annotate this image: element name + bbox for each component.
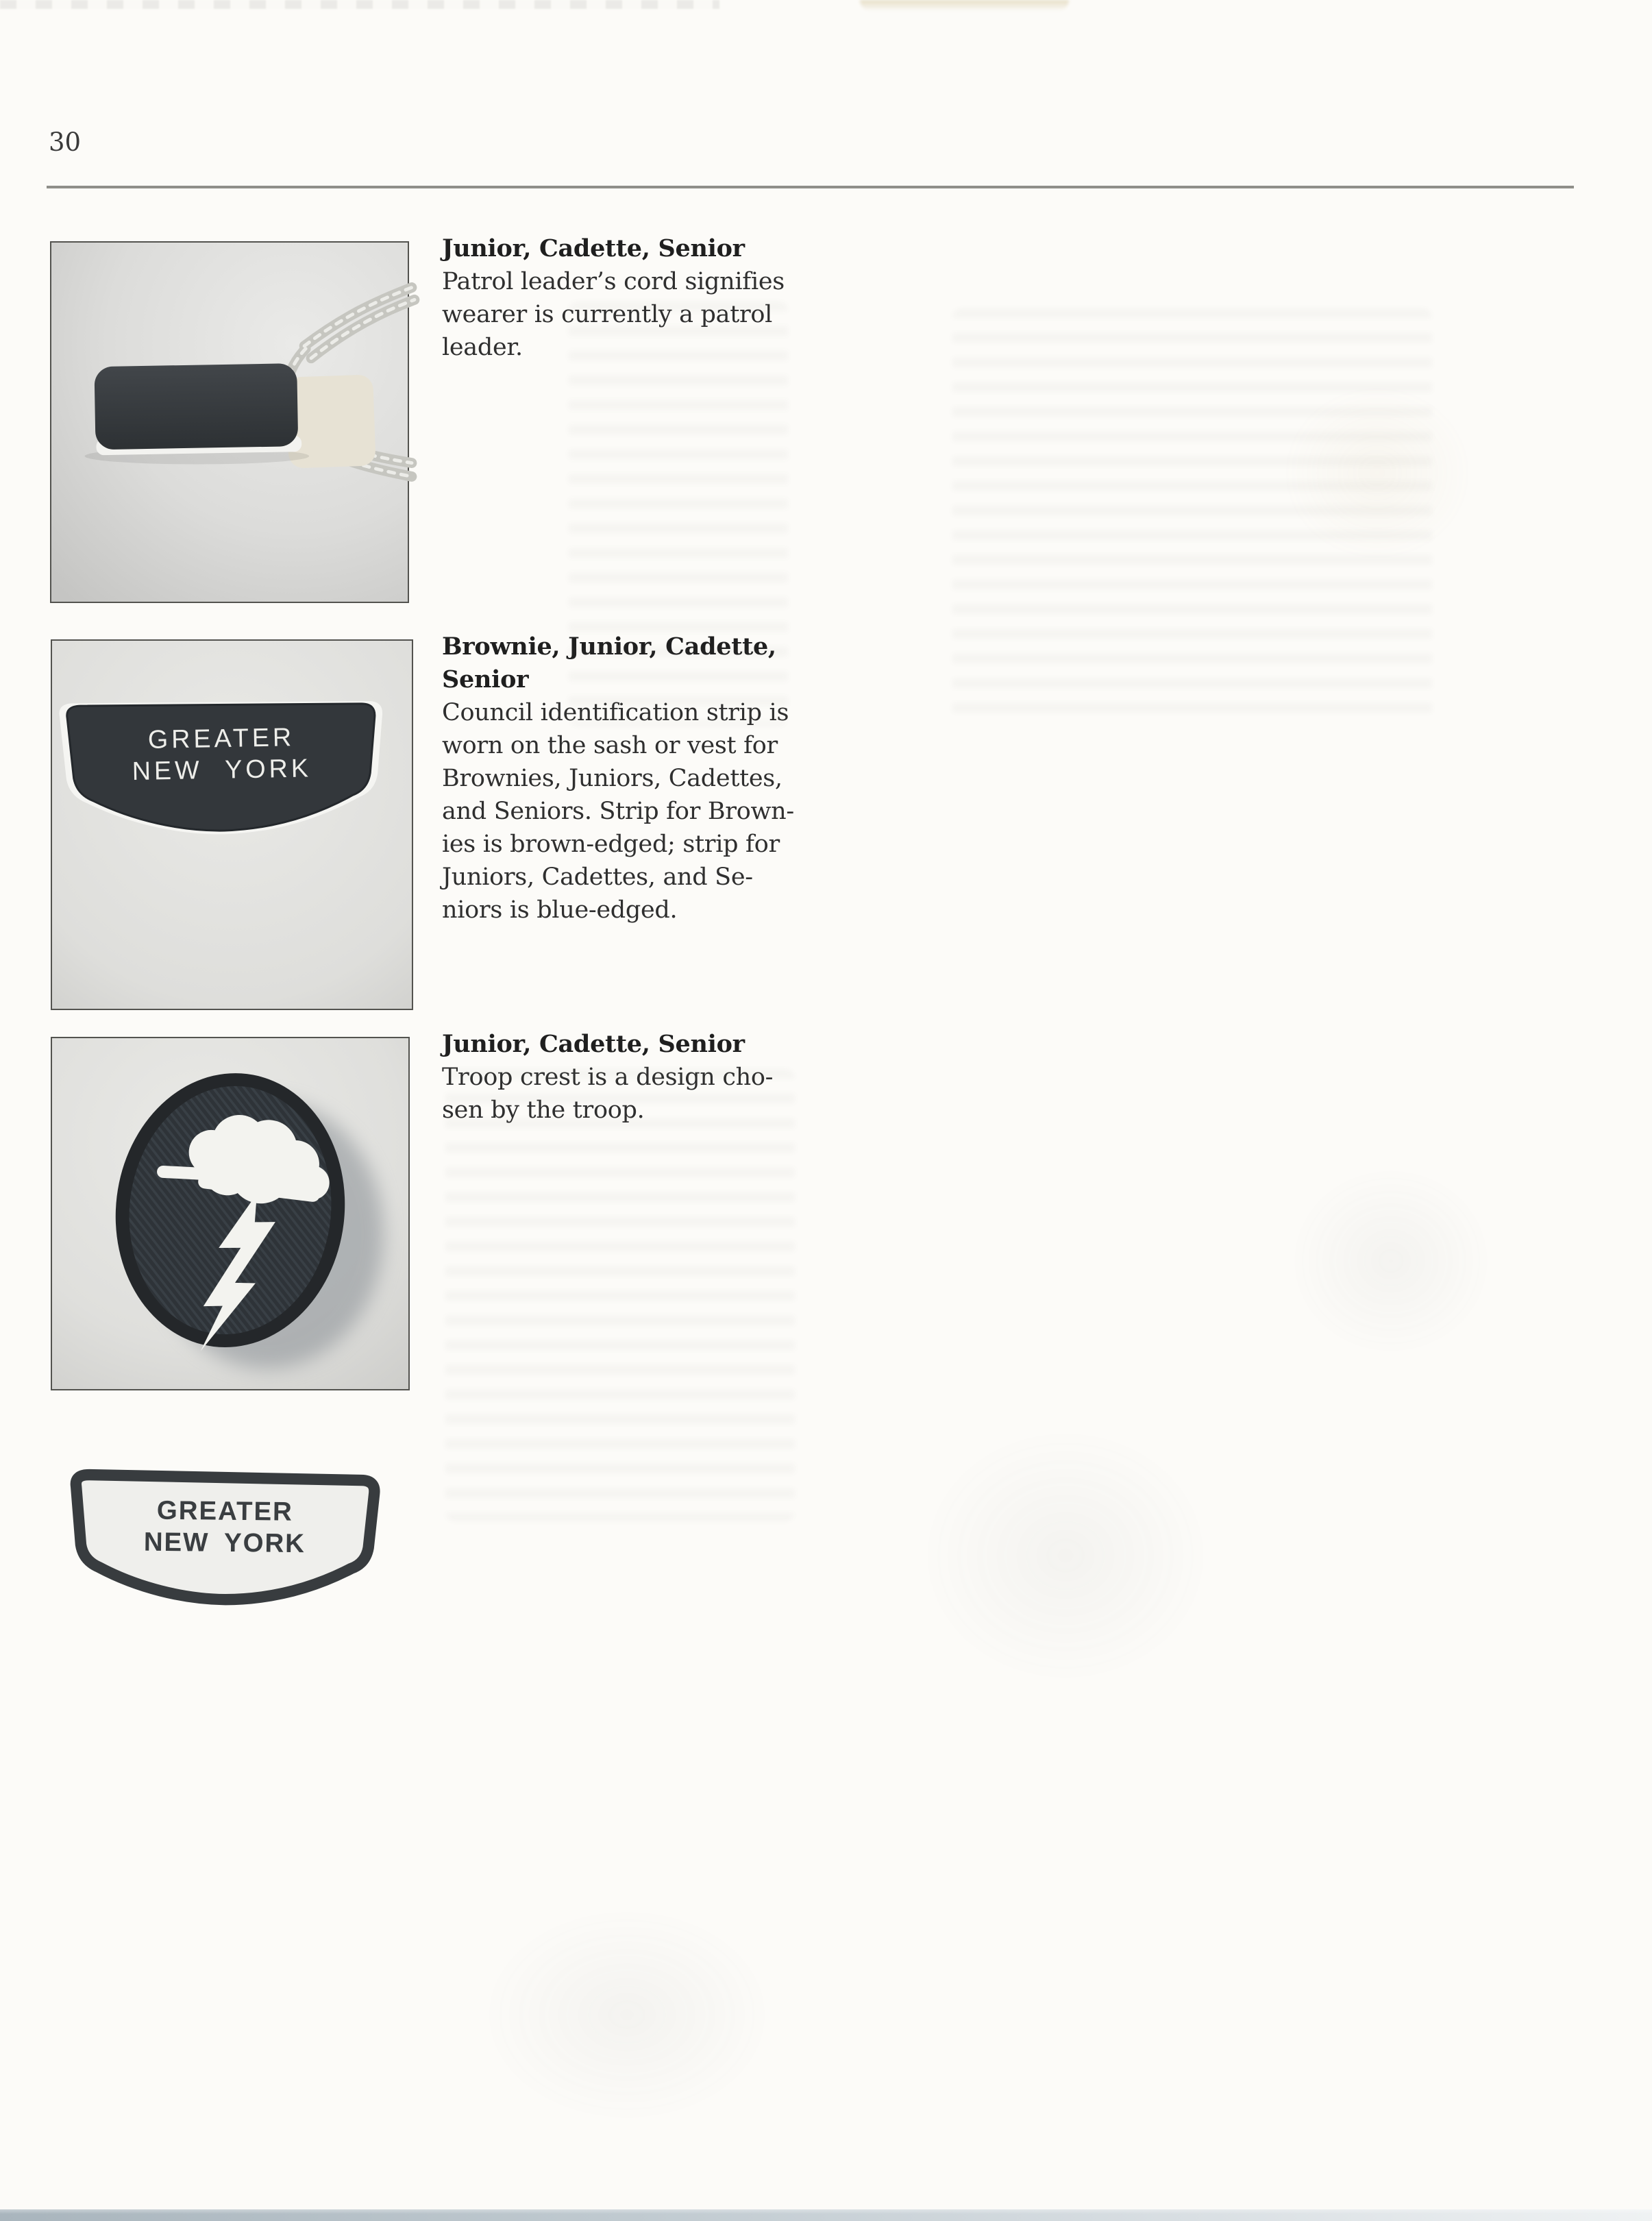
section-1-heading: Junior, Cadette, Senior (442, 234, 745, 262)
section-2-caption (442, 630, 867, 927)
page-number: 30 (49, 127, 82, 157)
section-3-heading: Junior, Cadette, Senior (442, 1030, 745, 1058)
showthrough-ghost (1281, 384, 1473, 562)
showthrough-ghost (952, 308, 1432, 720)
scan-smudge-top-right (860, 0, 1069, 11)
troop-crest-image (52, 1038, 408, 1389)
patrol-cord-image (51, 243, 408, 602)
section-2-heading: Brownie, Junior, Cadette, Senior (442, 633, 776, 694)
section-1-body: Patrol leader’s cord signifies wearer is currently a patrol leader. (442, 268, 785, 361)
council-strip-photo (51, 639, 413, 1559)
section-3-body: Troop crest is a design cho- sen by the troop. (442, 1064, 774, 1124)
showthrough-ghost (918, 1425, 1213, 1686)
greater-new-york-patch-light (75, 1475, 374, 1602)
scan-edge-artifact-top (0, 0, 719, 9)
troop-crest-photo (51, 1037, 410, 1390)
showthrough-ghost (445, 1069, 795, 1521)
council-name-line2: NEW YORK (143, 1527, 306, 1559)
council-name-line2: NEW YORK (132, 753, 312, 785)
scan-edge-artifact-bottom (0, 2209, 1652, 2221)
council-name-line1: GREATER (147, 722, 295, 754)
council-name-line1: GREATER (156, 1495, 294, 1527)
section-3-caption (442, 1028, 867, 1127)
council-strips-image (52, 641, 412, 1559)
section-2-body: Council identification strip is worn on the sash or vest for Brownies, Juniors, Cadettes, and Seniors. Strip for Brown- ies is brown-edged; strip for Juniors, Cadettes, and Se- niors is blue-edged. (442, 699, 794, 924)
showthrough-ghost (480, 1905, 774, 2124)
header-rule (47, 186, 1574, 188)
patrol-cord-photo (50, 241, 409, 603)
showthrough-ghost (1288, 1165, 1494, 1357)
section-1-caption (442, 232, 867, 364)
patrol-cord-strap (94, 363, 298, 450)
